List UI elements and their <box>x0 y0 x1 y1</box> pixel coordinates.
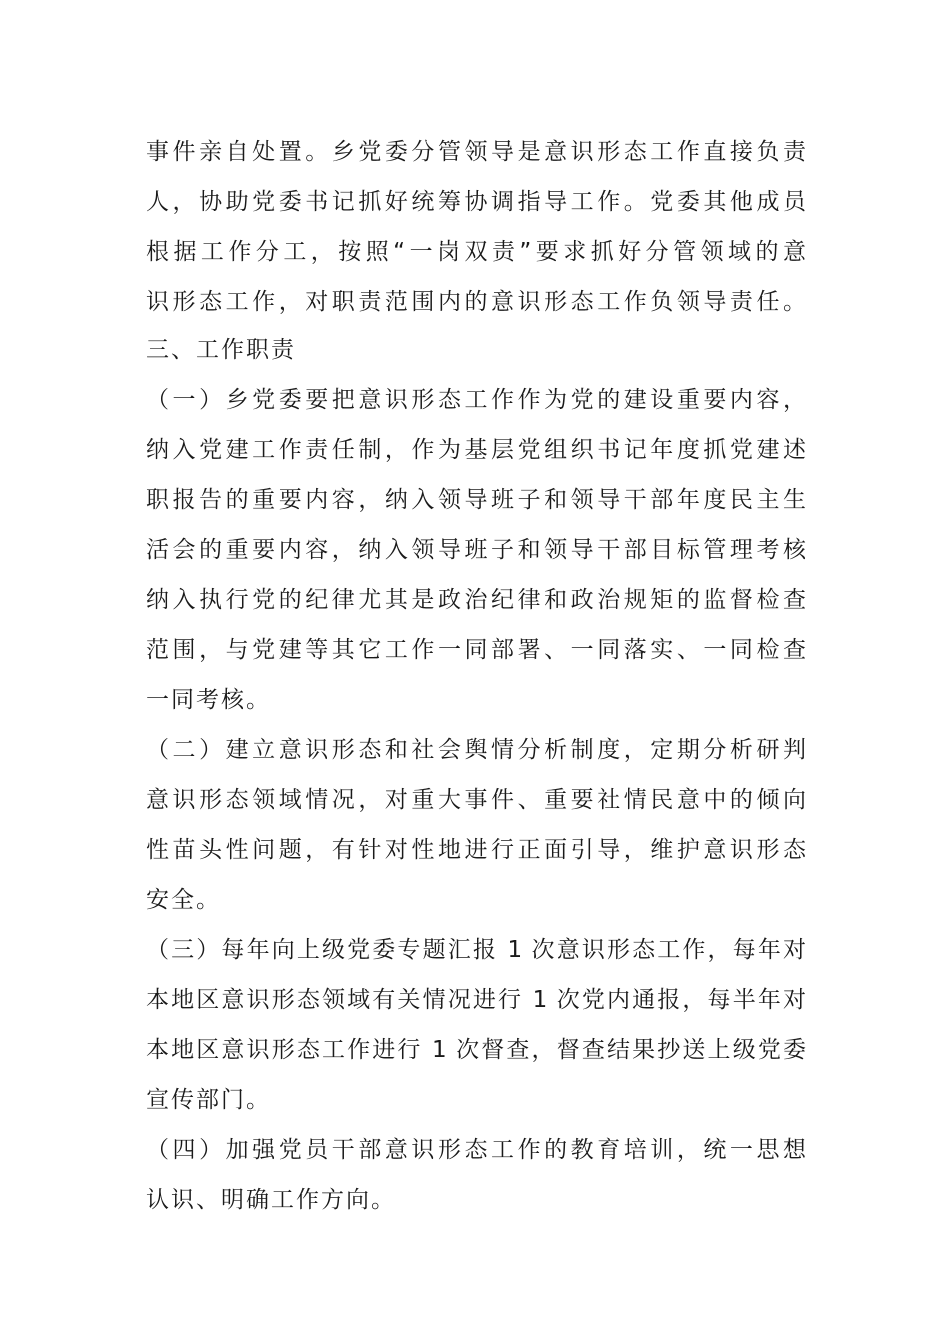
text-line: （一）乡党委要把意识形态工作作为党的建设重要内容， <box>146 387 806 413</box>
text-line: 活会的重要内容，纳入领导班子和领导干部目标管理考核 <box>146 537 806 563</box>
text-line: 安全。 <box>146 887 221 913</box>
text-line: 本地区意识形态工作进行 1 次督查，督查结果抄送上级党委 <box>146 1037 806 1063</box>
text-line: （三）每年向上级党委专题汇报 1 次意识形态工作，每年对 <box>146 937 806 963</box>
section-heading: 三、工作职责 <box>146 337 296 363</box>
text-line: 一同考核。 <box>146 687 271 713</box>
text-line: 事件亲自处置。乡党委分管领导是意识形态工作直接负责 <box>146 139 806 165</box>
text-line: 认识、明确工作方向。 <box>146 1187 396 1213</box>
text-line: 范围，与党建等其它工作一同部署、一同落实、一同检查 <box>146 637 806 663</box>
text-line: 意识形态领域情况，对重大事件、重要社情民意中的倾向 <box>146 787 806 813</box>
text-line: 本地区意识形态领域有关情况进行 1 次党内通报，每半年对 <box>146 987 806 1013</box>
text-line: 根据工作分工，按照“一岗双责”要求抓好分管领域的意 <box>146 239 806 265</box>
text-line: 宣传部门。 <box>146 1087 271 1113</box>
text-line: 性苗头性问题，有针对性地进行正面引导，维护意识形态 <box>146 837 806 863</box>
text-line: 人，协助党委书记抓好统筹协调指导工作。党委其他成员 <box>146 189 806 215</box>
text-line: 纳入执行党的纪律尤其是政治纪律和政治规矩的监督检查 <box>146 587 806 613</box>
text-line: 职报告的重要内容，纳入领导班子和领导干部年度民主生 <box>146 487 806 513</box>
text-line: （二）建立意识形态和社会舆情分析制度，定期分析研判 <box>146 737 806 763</box>
text-line: 识形态工作，对职责范围内的意识形态工作负领导责任。 <box>146 289 806 315</box>
text-line: （四）加强党员干部意识形态工作的教育培训，统一思想 <box>146 1137 806 1163</box>
text-line: 纳入党建工作责任制，作为基层党组织书记年度抓党建述 <box>146 437 806 463</box>
